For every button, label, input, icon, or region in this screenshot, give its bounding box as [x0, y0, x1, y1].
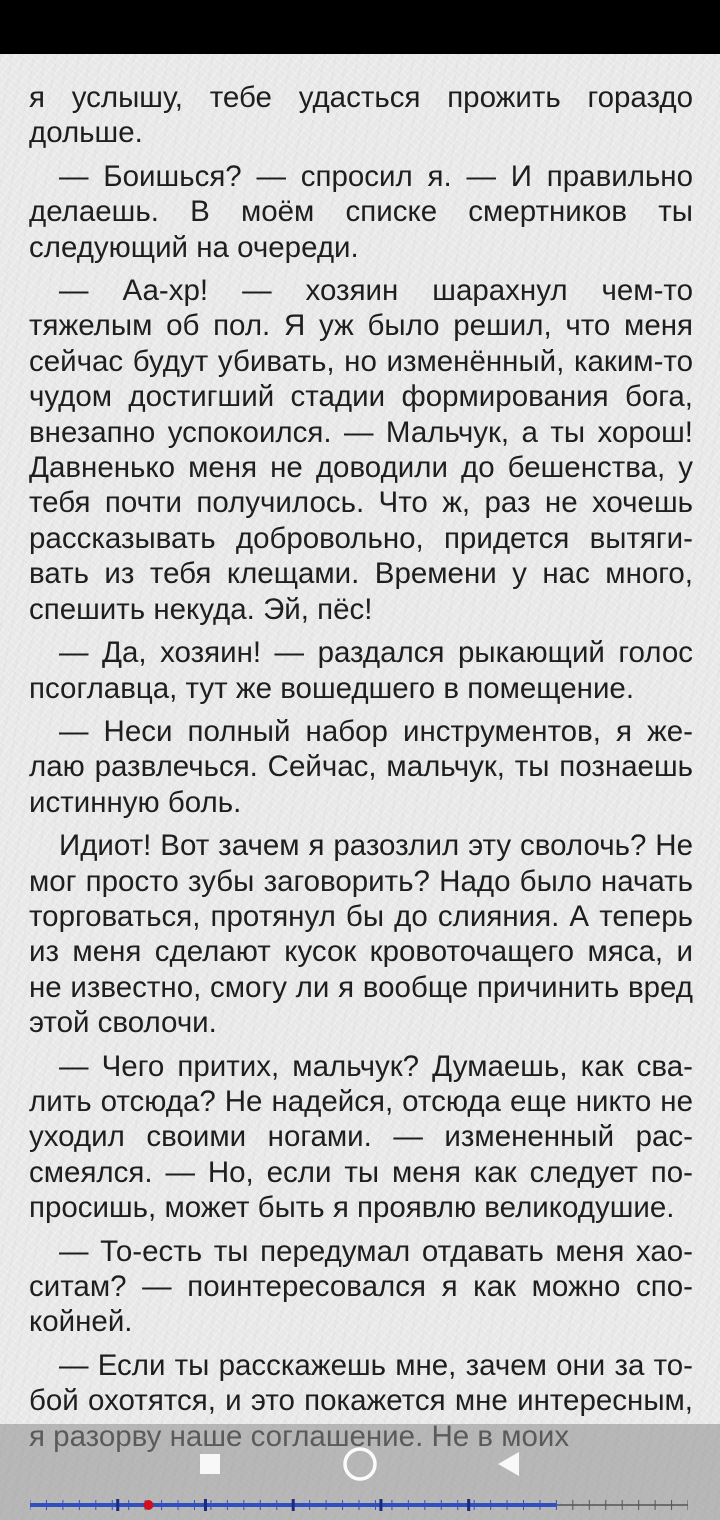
paragraph: — Чего притих, мальчук? Думаешь, как свалить отсюда? Не надейся, отсюда еще никто не уходил своими ногами. — измененный рассмеялся. — Но, если ты меня как следует попросишь, может быть я проявлю великодушие.	[29, 1049, 693, 1225]
home-button[interactable]	[338, 1442, 382, 1486]
recent-apps-button[interactable]	[188, 1442, 232, 1486]
square-recent-apps-icon	[197, 1451, 223, 1477]
circle-home-icon	[340, 1444, 380, 1484]
reading-progress-bar[interactable]	[30, 1496, 688, 1514]
back-button[interactable]	[486, 1442, 530, 1486]
status-bar	[0, 0, 720, 54]
paragraph: — Да, хозяин! — раздался рыкающий голос псоглавца, тут же вошедшего в помещение.	[29, 636, 693, 705]
progress-track	[30, 1496, 688, 1514]
paragraph: — Аа-хр! — хозяин шарахнул чем-то тяжелым об пол. Я уж было решил, что меня сейчас будут убивать, но изменённый, каким-то чудом достигший стадии формирования бога, внезапно успокоился. — Мальчук, а ты хорош! Давненько меня не доводили до бешенства, у тебя почти получилось. Что ж, раз не хочешь рассказывать добровольно, придется вытягивать из тебя клещами. Времени у нас много, спешить некуда. Эй, пёс!	[29, 274, 693, 626]
paragraph: — То-есть ты передумал отдавать меня хаоситам? — поинтересовался я как можно спокойней.	[29, 1234, 693, 1339]
reader-page[interactable]	[0, 54, 720, 1520]
current-position-marker	[143, 1500, 153, 1510]
system-navigation-bar	[0, 1432, 720, 1492]
chapter-mark	[204, 1499, 207, 1511]
paragraph: Идиот! Вот зачем я разозлил эту сволочь? Не мог просто зубы заговорить? Надо было начать торговаться, протянул бы до слияния. А теперь из меня сделают кусок кровоточащего мяса, и не известно, смогу ли я вообще причинить вред этой сволочи.	[29, 829, 693, 1040]
paragraph: — Неси полный набор инструментов, я желаю развлечься. Сейчас, мальчук, ты познаешь истинную боль.	[29, 714, 693, 819]
paragraph: — Если ты расскажешь мне, зачем они за тобой охотятся, и это покажется мне интересным,	[29, 1348, 693, 1418]
chapter-mark	[379, 1499, 382, 1511]
reader-text	[29, 80, 693, 1462]
paragraph: — Боишься? — спросил я. — И правильно делаешь. В моём списке смертников ты следующий на очереди.	[29, 159, 693, 264]
triangle-back-icon	[493, 1449, 523, 1479]
chapter-mark	[467, 1499, 470, 1511]
chapter-mark	[116, 1499, 119, 1511]
paragraph: я услышу, тебе удасться прожить гораздо дольше.	[29, 81, 693, 150]
chapter-mark	[292, 1499, 295, 1511]
